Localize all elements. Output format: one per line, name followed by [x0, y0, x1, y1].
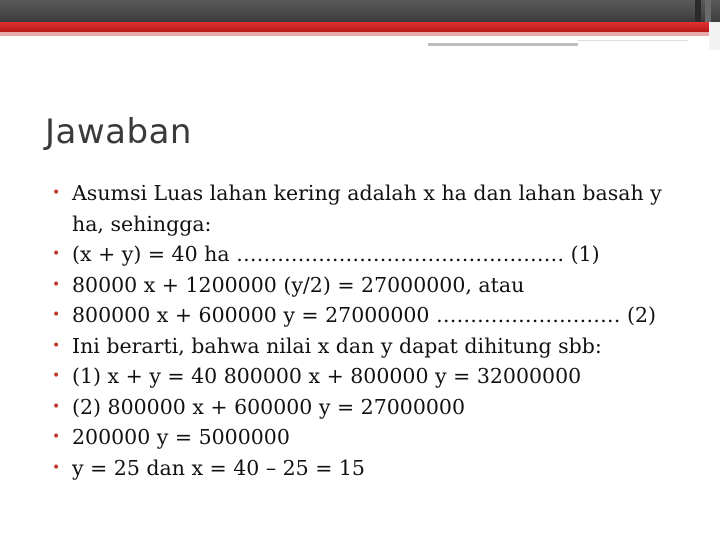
slide-title: Jawaban	[45, 112, 192, 152]
bullet-dot-icon: •	[52, 307, 61, 323]
bullet-item	[52, 422, 692, 453]
bullet-text: (1) x + y = 40 800000 x + 800000 y = 32000000	[72, 364, 582, 388]
bullet-text: 800000 x + 600000 y = 27000000 ……………………… (2)	[72, 303, 657, 327]
header-rule-gray	[428, 43, 578, 46]
bullet-text: 80000 x + 1200000 (y/2) = 27000000, atau	[72, 272, 525, 297]
header-pink-band	[0, 32, 720, 36]
bullet-dot-icon: •	[52, 246, 61, 262]
bullet-dot-icon: •	[52, 185, 61, 201]
bullet-dot-icon: •	[52, 276, 61, 293]
header-rule-light	[578, 40, 688, 41]
bullet-dot-icon: •	[52, 429, 61, 445]
bullet-item	[52, 239, 692, 270]
bullet-item	[52, 331, 692, 362]
bullet-dot-icon: •	[52, 337, 61, 354]
bullet-dot-icon: •	[52, 398, 61, 415]
bullet-item	[52, 270, 692, 301]
bullet-item	[52, 453, 692, 484]
header-corner	[709, 22, 720, 50]
bullet-list	[52, 178, 692, 483]
header-stub-left	[695, 0, 701, 22]
bullet-text: 200000 y = 5000000	[72, 425, 290, 449]
header-red-band	[0, 22, 720, 32]
bullet-text: y = 25 dan x = 40 – 25 = 15	[72, 455, 365, 480]
header-dark-band	[0, 0, 720, 22]
bullet-text: (x + y) = 40 ha ………………………………………… (1)	[72, 242, 600, 266]
bullet-text: (2) 800000 x + 600000 y = 27000000	[72, 394, 466, 419]
header-stub-right	[705, 0, 711, 22]
slide-header-bar	[0, 0, 720, 50]
bullet-item	[52, 178, 692, 239]
bullet-text: Ini berarti, bahwa nilai x dan y dapat dihitung sbb:	[72, 333, 602, 358]
bullet-item	[52, 300, 692, 331]
bullet-item	[52, 392, 692, 423]
bullet-dot-icon: •	[52, 368, 61, 384]
bullet-dot-icon: •	[52, 459, 61, 476]
bullet-text: Asumsi Luas lahan kering adalah x ha dan lahan basah y ha, sehingga:	[72, 181, 662, 236]
bullet-item	[52, 361, 692, 392]
